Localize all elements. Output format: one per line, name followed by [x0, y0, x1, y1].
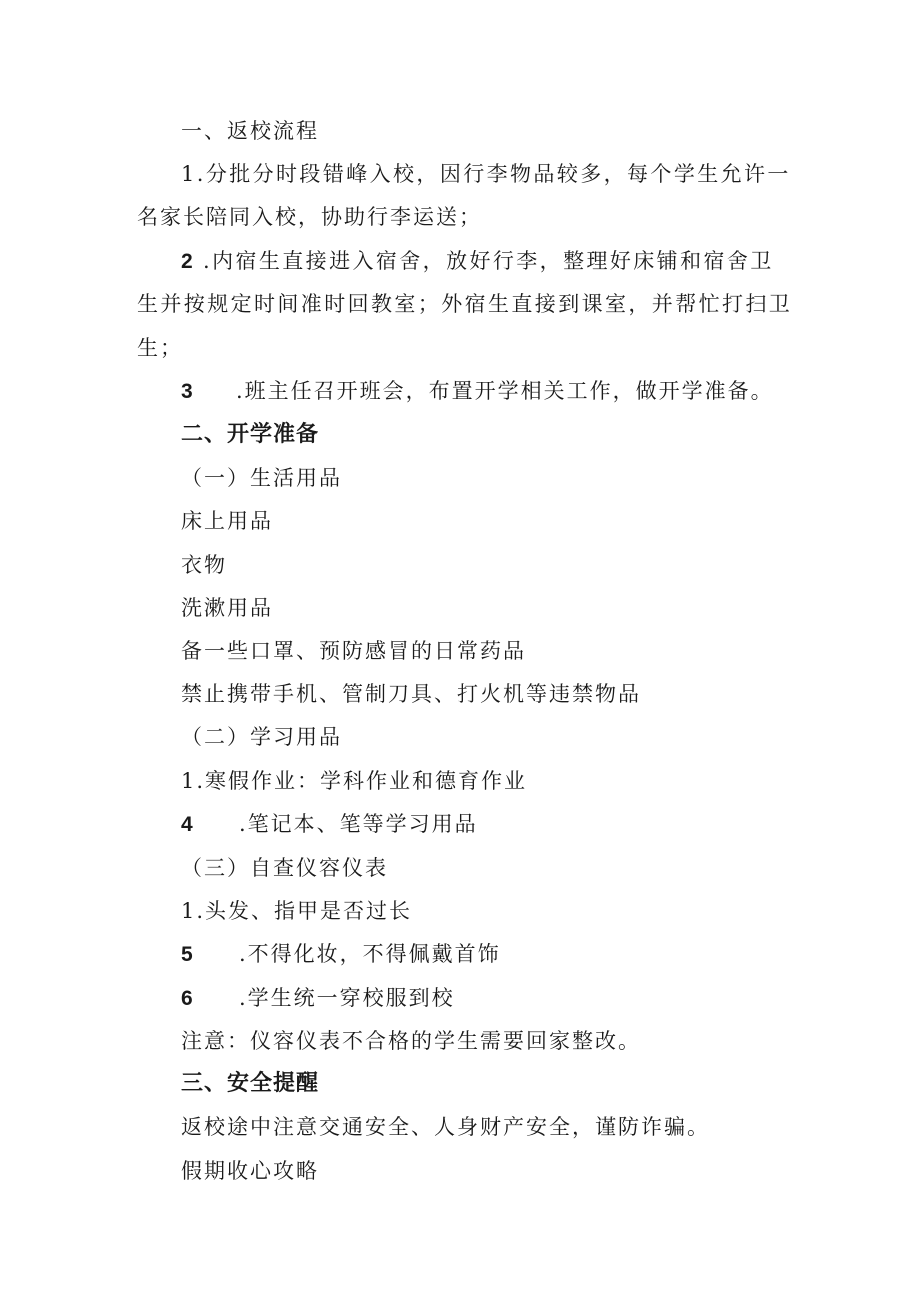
- section3-title: 三、安全提醒: [181, 1071, 320, 1096]
- section2-sub3-item3-number: 6: [181, 987, 195, 1010]
- list-item: 禁止携带手机、管制刀具、打火机等违禁物品: [181, 682, 641, 706]
- section1-item3-number: 3: [181, 380, 195, 403]
- section1-item2-number: 2: [181, 250, 196, 273]
- section2-title: 二、开学准备: [181, 422, 320, 447]
- section2-sub1-title: （一）生活用品: [181, 466, 342, 490]
- section2-sub3-title: （三）自查仪容仪表: [181, 856, 388, 880]
- section2-sub3-item1: 1.头发、指甲是否过长: [181, 899, 413, 923]
- section1-title: 一、返校流程: [181, 119, 319, 143]
- section2-sub3-item2-number: 5: [181, 943, 195, 966]
- list-item: 衣物: [181, 553, 227, 577]
- section2-sub3-item2-text: .不得化妆，不得佩戴首饰: [239, 942, 501, 966]
- section2-sub3-note: 注意：仪容仪表不合格的学生需要回家整改。: [181, 1029, 641, 1053]
- list-item: 洗漱用品: [181, 596, 273, 620]
- section1-item1-line1: 1.分批分时段错峰入校，因行李物品较多，每个学生允许一: [181, 162, 791, 186]
- section2-sub2-item2: [181, 812, 478, 837]
- section3-text: 返校途中注意交通安全、人身财产安全，谨防诈骗。: [181, 1115, 710, 1139]
- section2-sub3-item3: [181, 986, 455, 1011]
- list-item: 备一些口罩、预防感冒的日常药品: [181, 639, 526, 663]
- section1-item2-line3: 生；: [137, 336, 183, 360]
- section2-sub2-item2-text: .笔记本、笔等学习用品: [239, 812, 478, 836]
- section1-item1-line2: 名家长陪同入校，协助行李运送；: [137, 205, 482, 229]
- section1-item2-text: .内宿生直接进入宿舍，放好行李，整理好床铺和宿舍卫: [203, 249, 774, 273]
- section2-sub3-item3-text: .学生统一穿校服到校: [239, 986, 455, 1010]
- section2-sub2-title: （二）学习用品: [181, 725, 342, 749]
- section1-item3: [181, 379, 774, 404]
- list-item: 床上用品: [181, 509, 273, 533]
- section1-item3-text: .班主任召开班会，布置开学相关工作，做开学准备。: [236, 379, 774, 403]
- section1-item2-line2: 生并按规定时间准时回教室；外宿生直接到课室，并帮忙打扫卫: [137, 292, 793, 316]
- section1-item2-line1: [181, 249, 774, 274]
- section2-sub3-item2: [181, 942, 501, 967]
- section2-sub2-item2-number: 4: [181, 813, 195, 836]
- section3-footer: 假期收心攻略: [181, 1159, 319, 1183]
- section2-sub2-item1: 1.寒假作业：学科作业和德育作业: [181, 769, 528, 793]
